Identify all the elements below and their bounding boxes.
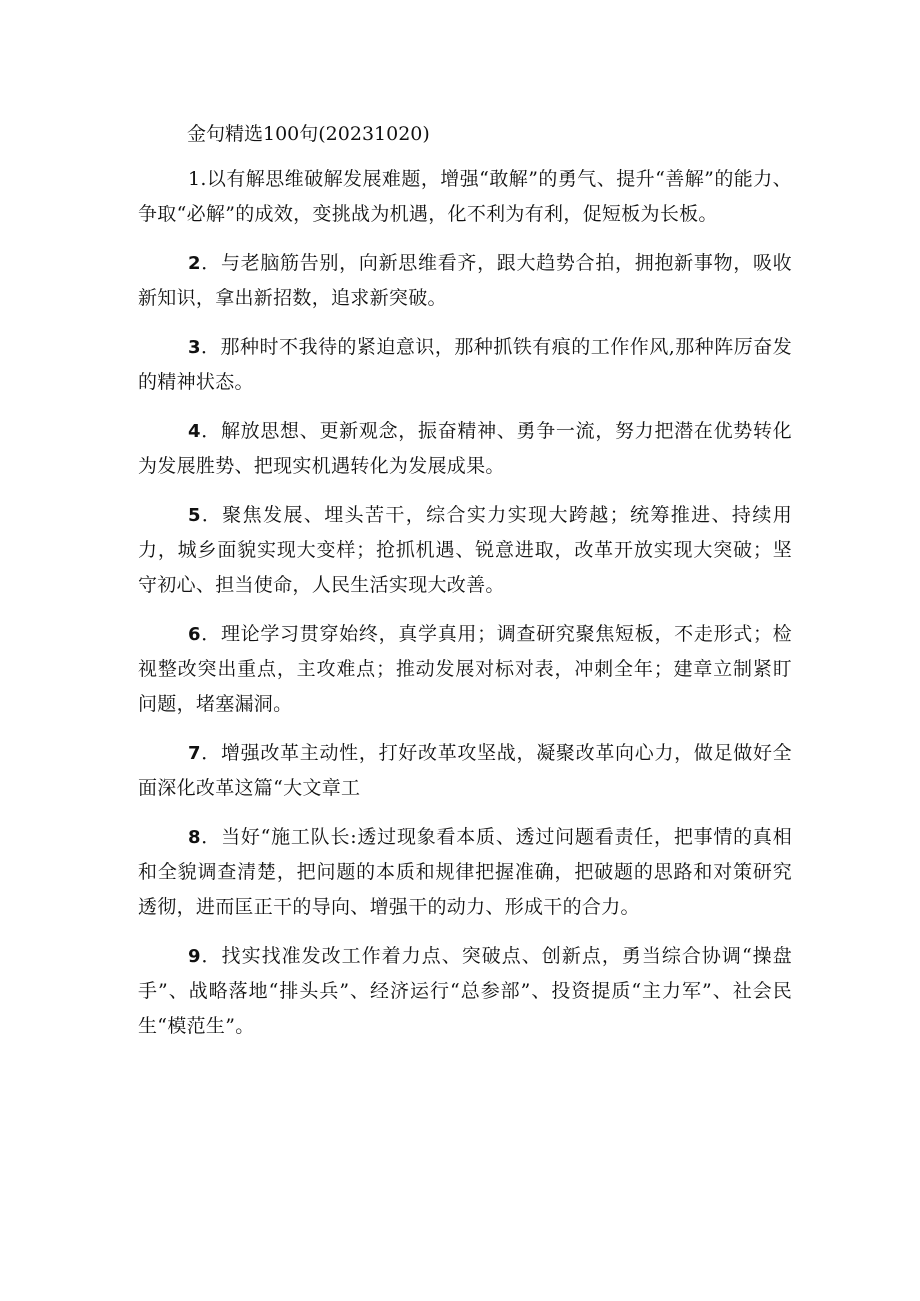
item-number: 2 [188,253,201,274]
item-text: ．找实找准发改工作着力点、突破点、创新点，勇当综合协调“操盘手”、战略落地“排头兵”、经济运行“总参部”、投资提质“主力军”、社会民生“模范生”。 [138,945,792,1037]
item-number: 9 [188,946,201,967]
list-item [138,414,792,484]
item-text: ．当好“施工队长:透过现象看本质、透过问题看责任，把事情的真相和全貌调查清楚，把问题的本质和规律把握准确，把破题的思路和对策研究透彻，进而匡正干的导向、增强干的动力、形成干的合力。 [138,826,792,918]
quote-list [138,162,792,1058]
item-number: 4 [188,421,201,442]
list-item [138,162,792,232]
item-number: 8 [188,827,201,848]
list-item [138,498,792,603]
list-item [138,736,792,806]
item-number: 1. [188,168,207,190]
list-item [138,330,792,400]
item-text: ．增强改革主动性，打好改革攻坚战，凝聚改革向心力，做足做好全面深化改革这篇“大文章工 [138,742,792,799]
item-number: 7 [188,743,201,764]
list-item [138,820,792,925]
item-text: ．理论学习贯穿始终，真学真用；调查研究聚焦短板，不走形式；检视整改突出重点，主攻难点；推动发展对标对表，冲刺全年；建章立制紧盯问题，堵塞漏洞。 [138,623,792,715]
item-text: ．与老脑筋告别，向新思维看齐，跟大趋势合拍，拥抱新事物，吸收新知识，拿出新招数，追求新突破。 [138,252,792,309]
item-text: ．那种时不我待的紧迫意识，那种抓铁有痕的工作作风,那种阵厉奋发的精神状态。 [138,336,792,393]
list-item [138,246,792,316]
list-item [138,617,792,722]
item-number: 5 [188,505,201,526]
page-title: 金句精选100句(20231020) [187,123,430,145]
item-text: ．聚焦发展、埋头苦干，综合实力实现大跨越；统筹推进、持续用力，城乡面貌实现大变样；抢抓机遇、锐意进取，改革开放实现大突破；坚守初心、担当使命，人民生活实现大改善。 [138,504,792,596]
item-number: 6 [188,624,201,645]
list-item [138,939,792,1044]
item-number: 3 [188,337,201,358]
item-text: 以有解思维破解发展难题，增强“敢解”的勇气、提升“善解”的能力、争取“必解”的成效，变挑战为机遇，化不利为有利，促短板为长板。 [138,168,792,225]
item-text: ．解放思想、更新观念，振奋精神、勇争一流，努力把潜在优势转化为发展胜势、把现实机遇转化为发展成果。 [138,420,792,477]
